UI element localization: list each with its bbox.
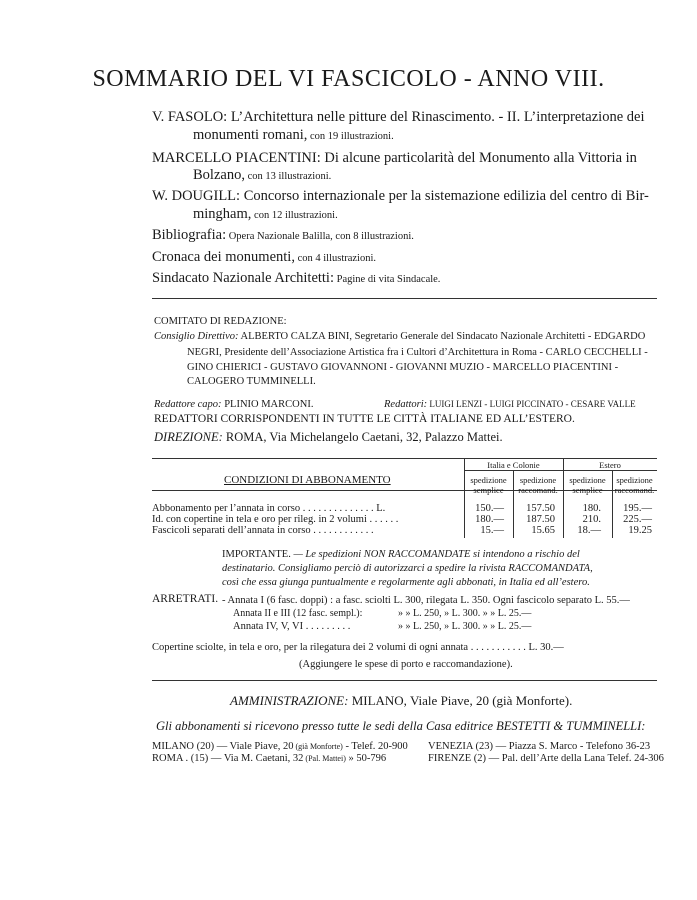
summary-entry-fasolo-cont bbox=[193, 127, 394, 144]
direction-text: ROMA, Via Michelangelo Caetani, 32, Palazzo Mattei. bbox=[222, 430, 503, 444]
branch-phone: - Telef. 20-900 bbox=[342, 741, 408, 752]
administration bbox=[230, 693, 572, 709]
council-line: CALOGERO TUMMINELLI. bbox=[187, 376, 316, 387]
table-cell: 210. bbox=[582, 514, 601, 525]
table-cell: 18.— bbox=[577, 525, 601, 536]
entry-text: Bolzano, bbox=[193, 167, 245, 183]
committee-heading: COMITATO DI REDAZIONE: bbox=[154, 316, 287, 327]
entry-illustrations: con 4 illustrazioni. bbox=[294, 253, 377, 264]
subscriptions-note: Gli abbonamenti si ricevono presso tutte le sedi della Casa editrice BESTETTI & TUMMINELLI: bbox=[156, 719, 646, 733]
branch-city: VENEZIA (23) bbox=[428, 741, 494, 752]
divider bbox=[152, 298, 657, 299]
arretrati-row: » » L. 250, » L. 300. » » L. 25.— bbox=[398, 621, 532, 632]
arretrati-row: - Annata I (6 fasc. doppi) : a fasc. sciolti L. 300, rilegata L. 350. Ogni fascicolo separato L. 55.— bbox=[222, 595, 630, 606]
branch-city: MILANO (20) bbox=[152, 741, 215, 752]
col-semplice: spedizione semplice bbox=[569, 475, 606, 495]
summary-entry-cronaca bbox=[152, 248, 376, 268]
arretrati-row-label: Annata IV, V, VI . . . . . . . . . bbox=[233, 621, 351, 632]
arretrati-row-label: Annata II e III (12 fasc. sempl.): bbox=[233, 608, 363, 619]
entry-text: L’Architettura nelle pitture del Rinascimento. - II. L’interpretazione dei bbox=[227, 109, 645, 125]
col-semplice: spedizione semplice bbox=[470, 475, 507, 495]
summary-entry-sindacato bbox=[152, 269, 440, 289]
entry-text: mingham, bbox=[193, 206, 252, 222]
col-raccomand: spedizione raccomand. bbox=[518, 475, 558, 495]
branch-phone: » 50-796 bbox=[345, 753, 387, 764]
editor-in-chief bbox=[154, 399, 313, 410]
branch-firenze bbox=[428, 753, 664, 764]
branch-note: (già Monforte) bbox=[293, 742, 343, 751]
branch-city: FIRENZE (2) bbox=[428, 753, 487, 764]
direction-label: DIREZIONE: bbox=[154, 430, 223, 444]
important-text: — Le spedizioni NON RACCOMANDATE si intendono a rischio del bbox=[290, 549, 580, 560]
entry-author: Bibliografia: bbox=[152, 227, 227, 243]
branch-milano bbox=[152, 741, 408, 752]
committee-council bbox=[154, 331, 645, 342]
direction bbox=[154, 430, 503, 445]
arretrati-label: ARRETRATI. bbox=[152, 593, 219, 605]
table-row-label: Id. con copertine in tela e oro per rileg. in 2 volumi . . . . . . bbox=[152, 514, 399, 525]
summary-entry-dougill-cont bbox=[193, 206, 338, 223]
editor-name: PLINIO MARCONI. bbox=[221, 399, 314, 410]
table-row-label: Abbonamento per l’annata in corso . . . . . . . . . . . . . . L. bbox=[152, 503, 386, 514]
entry-text: Pagine di vita Sindacale. bbox=[334, 274, 441, 285]
editors bbox=[384, 399, 636, 410]
group-estero: Estero bbox=[599, 460, 621, 470]
summary-entry-piacentini bbox=[152, 149, 637, 168]
council-label: Consiglio Direttivo: bbox=[154, 331, 239, 342]
entry-author: Sindacato Nazionale Architetti: bbox=[152, 270, 334, 286]
entry-author: MARCELLO PIACENTINI: bbox=[152, 150, 321, 166]
arretrati-row: » » L. 250, » L. 300. » » L. 25.— bbox=[398, 608, 532, 619]
council-line: GINO CHIERICI - GUSTAVO GIOVANNONI - GIOVANNI MUZIO - MARCELLO PIACENTINI - bbox=[187, 362, 619, 373]
council-line: ALBERTO CALZA BINI, Segretario Generale del Sindacato Nazionale Architetti - EDGARDO bbox=[238, 331, 646, 342]
important-note bbox=[222, 549, 580, 560]
table-top-rule bbox=[152, 458, 657, 459]
summary-entry-piacentini-cont bbox=[193, 167, 331, 184]
important-text: destinatario. Consigliamo perciò di autorizzarci a spedire la rivista RACCOMANDATA, bbox=[222, 563, 593, 574]
editors-label: Redattori: bbox=[384, 399, 428, 410]
table-cell: 15.65 bbox=[531, 525, 555, 536]
table-cell: 180. bbox=[582, 503, 601, 514]
table-row-label: Fascicoli separati dell’annata in corso . . . . . . . . . . . . bbox=[152, 525, 374, 536]
subscription-title: CONDIZIONI DI ABBONAMENTO bbox=[224, 474, 391, 486]
table-cell: 157.50 bbox=[526, 503, 555, 514]
branch-roma bbox=[152, 753, 386, 764]
correspondents: REDATTORI CORRISPONDENTI IN TUTTE LE CITTÀ ITALIANE ED ALL’ESTERO. bbox=[154, 413, 575, 425]
entry-illustrations: con 19 illustrazioni. bbox=[307, 131, 394, 142]
administration-text: MILANO, Viale Piave, 20 (già Monforte). bbox=[348, 693, 573, 708]
entry-author: Cronaca dei monumenti, bbox=[152, 249, 295, 265]
branch-city: ROMA . (15) bbox=[152, 753, 209, 764]
table-cell: 15.— bbox=[480, 525, 504, 536]
page-title: SOMMARIO DEL VI FASCICOLO - ANNO VIII. bbox=[92, 66, 605, 92]
summary-entry-fasolo bbox=[152, 108, 644, 127]
group-italia: Italia e Colonie bbox=[487, 460, 540, 470]
table-cell: 180.— bbox=[475, 514, 504, 525]
editor-label: Redattore capo: bbox=[154, 399, 222, 410]
table-cell: 19.25 bbox=[628, 525, 652, 536]
branch-note: (Pal. Mattei) bbox=[303, 754, 346, 763]
branch-address: — Pal. dell’Arte della Lana Telef. 24-306 bbox=[486, 753, 664, 764]
branch-address: — Piazza S. Marco - Telefono 36-23 bbox=[493, 741, 651, 752]
entry-text: Di alcune particolarità del Monumento alla Vittoria in bbox=[320, 150, 637, 166]
branch-address: — Via M. Caetani, 32 bbox=[208, 753, 304, 764]
branch-venezia bbox=[428, 741, 650, 752]
table-cell: 195.— bbox=[623, 503, 652, 514]
entry-text: Concorso internazionale per la sistemazione edilizia del centro di Bir- bbox=[240, 188, 649, 204]
entry-author: W. DOUGILL: bbox=[152, 188, 241, 204]
important-text: così che essa giunga puntualmente e regolarmente agli abbonati, in Italia ed all’estero. bbox=[222, 577, 590, 588]
group-rule bbox=[464, 470, 657, 471]
shipping-note: (Aggiungere le spese di porto e raccomandazione). bbox=[299, 659, 513, 670]
council-line: NEGRI, Presidente dell’Associazione Artistica fra i Cultori d’Architettura in Roma - CARLO CECCHELLI - bbox=[187, 347, 648, 358]
branch-address: — Viale Piave, 20 bbox=[214, 741, 294, 752]
important-label: IMPORTANTE. bbox=[222, 549, 291, 560]
divider bbox=[152, 680, 657, 681]
table-cell: 150.— bbox=[475, 503, 504, 514]
table-cell: 225.— bbox=[623, 514, 652, 525]
administration-label: AMMINISTRAZIONE: bbox=[230, 693, 349, 708]
entry-illustrations: con 8 illustrazioni. bbox=[332, 231, 414, 242]
col-raccomand: spedizione raccomand. bbox=[614, 475, 655, 495]
entry-author: V. FASOLO: bbox=[152, 109, 228, 125]
entry-text: monumenti romani, bbox=[193, 127, 308, 143]
summary-entry-bibliografia bbox=[152, 226, 414, 246]
table-cell: 187.50 bbox=[526, 514, 555, 525]
editors-names: LUIGI LENZI - LUIGI PICCINATO - CESARE VALLE bbox=[427, 399, 636, 409]
copertine-line: Copertine sciolte, in tela e oro, per la rilegatura dei 2 volumi di ogni annata . . . . . . . . . . . L. 30.— bbox=[152, 642, 564, 653]
summary-entry-dougill bbox=[152, 187, 649, 206]
entry-illustrations: con 12 illustrazioni. bbox=[251, 210, 338, 221]
entry-illustrations: con 13 illustrazioni. bbox=[244, 171, 332, 182]
entry-text: Opera Nazionale Balilla, bbox=[226, 231, 333, 242]
